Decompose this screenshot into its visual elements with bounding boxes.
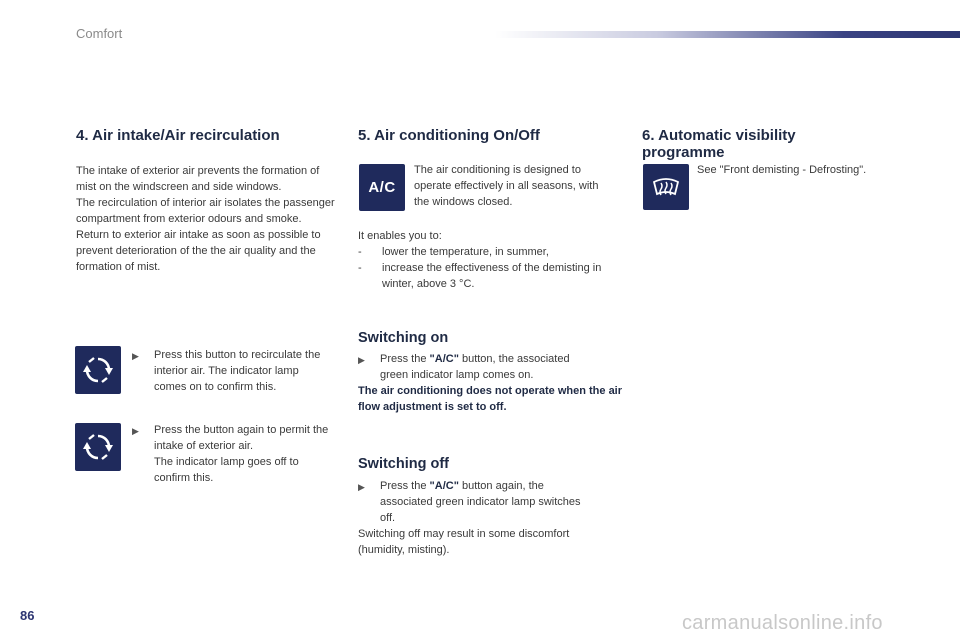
section-6-text: See "Front demisting - Defrosting". xyxy=(697,164,867,176)
bullet-marker-icon: ▶ xyxy=(358,355,365,365)
switching-on-bullet xyxy=(358,351,598,383)
list-item: - increase the effectiveness of the demisting in winter, above 3 °C. xyxy=(358,262,602,290)
section-4-bullet-2 xyxy=(132,422,337,486)
section-4-paragraph: Return to exterior air intake as soon as possible to prevent deterioration of the the air quality and the formation of mist. xyxy=(76,229,321,273)
bullet-marker-icon: ▶ xyxy=(358,482,365,492)
section-5-enables: It enables you to: xyxy=(358,230,442,242)
switching-on-title: Switching on xyxy=(358,330,449,346)
page-number: 86 xyxy=(20,608,35,623)
recirculation-button-icon xyxy=(75,346,121,394)
ac-button-icon xyxy=(359,164,405,211)
section-6-title: 6. Automatic visibility programme xyxy=(642,127,796,161)
switching-on-note: The air conditioning does not operate when the air flow adjustment is set to off. xyxy=(358,385,623,413)
bullet-text: Press this button to recirculate the interior air. The indicator lamp comes on to confirm this. xyxy=(154,349,321,393)
recirculation-icon xyxy=(83,432,113,462)
visibility-button-icon xyxy=(643,164,689,210)
bullet-text: Press the button again to permit the intake of exterior air. xyxy=(154,424,329,452)
page-header-title: Comfort xyxy=(76,26,123,41)
section-4-bullet-1 xyxy=(132,347,332,395)
ac-label: A/C xyxy=(368,179,396,196)
section-4-text xyxy=(76,163,338,275)
bullet-text: Press the "A/C" button, the associated green indicator lamp comes on. xyxy=(380,353,570,381)
rear-demist-icon xyxy=(651,174,681,200)
switching-off-bullet xyxy=(358,478,588,526)
header-gradient-bar xyxy=(495,31,960,38)
watermark-text: carmanualsonline.info xyxy=(682,612,883,634)
section-5-intro: The air conditioning is designed to operate effectively in all seasons, with the windows closed. xyxy=(414,164,599,208)
section-5-list xyxy=(358,228,623,292)
section-5-title: 5. Air conditioning On/Off xyxy=(358,127,540,144)
bullet-text: Press the "A/C" button again, the associated green indicator lamp switches off. xyxy=(380,480,581,524)
recirculation-icon xyxy=(83,355,113,385)
section-4-title: 4. Air intake/Air recirculation xyxy=(76,127,280,144)
bullet-text: The indicator lamp goes off to confirm this. xyxy=(154,456,299,484)
list-item: - lower the temperature, in summer, xyxy=(358,246,549,258)
section-4-paragraph: The intake of exterior air prevents the formation of mist on the windscreen and side windows. xyxy=(76,165,320,193)
bullet-marker-icon: ▶ xyxy=(132,351,139,361)
switching-off-note: Switching off may result in some discomfort (humidity, misting). xyxy=(358,528,570,556)
switching-off-title: Switching off xyxy=(358,456,450,472)
bullet-marker-icon: ▶ xyxy=(132,426,139,436)
recirculation-button-icon xyxy=(75,423,121,471)
section-4-paragraph: The recirculation of interior air isolates the passenger compartment from exterior odours and smoke. xyxy=(76,197,335,225)
